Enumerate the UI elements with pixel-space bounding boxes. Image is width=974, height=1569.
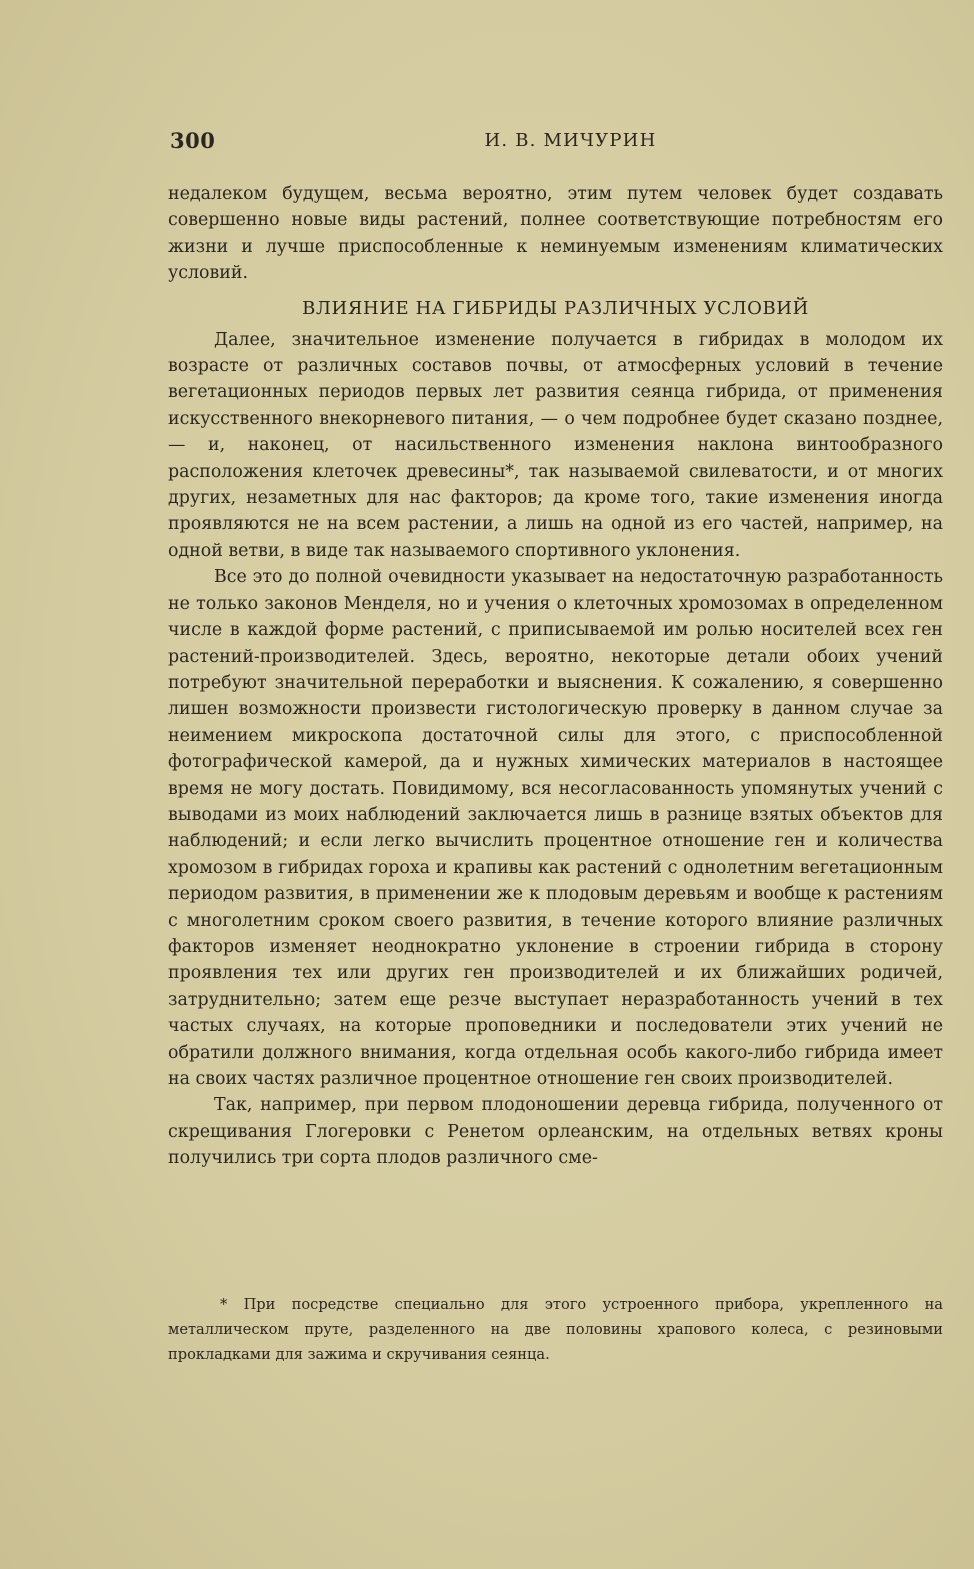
body-text bbox=[168, 181, 943, 1172]
section-heading: ВЛИЯНИЕ НА ГИБРИДЫ РАЗЛИЧНЫХ УСЛОВИЙ bbox=[302, 297, 809, 319]
footnote: * При посредстве специально для этого устроенного прибора, укрепленного на металлическом пруте, разделенного на две половины храпового колеса, с резиновыми прокладками для зажима и скручивания сеянца. bbox=[168, 1296, 943, 1363]
paragraph-continued: недалеком будущем, весьма вероятно, этим путем человек будет создавать совершенно новые виды растений, полнее соответствующие потребностям его жизни и лучше приспособленные к неминуемым изменениям климатических условий. bbox=[168, 184, 943, 284]
paragraph: Так, например, при первом плодоношении деревца гибрида, полученного от скрещивания Глогеровки с Ренетом орлеанским, на отдельных ветвях кроны получились три сорта плодов различного сме- bbox=[168, 1095, 943, 1169]
paragraph: Все это до полной очевидности указывает на недостаточную разработанность не только законов Менделя, но и учения о клеточных хромозомах в определенном числе в каждой форме растений, с приписываемой им ролью носителей всех ген растений-производителей. Здесь, вероятно, некоторые детали обоих учений потребуют значительной переработки и выяснения. К сожалению, я совершенно лишен возможности произвести гистологическую проверку в данном случае за неимением микроскопа достаточной силы для этого, с приспособленной фотографической камерой, да и нужных химических материалов в настоящее время не могу достать. Повидимому, вся несогласованность упомянутых учений с выводами из моих наблюдений заключается лишь в разнице взятых объектов для наблюдений; и если легко вычислить процентное отношение ген и количества хромозом в гибридах гороха и крапивы как растений с однолетним вегетационным периодом развития, в применении же к плодовым деревьям и вообще к растениям с многолетним сроком своего развития, в течение которого влияние различных факторов изменяет неоднократно уклонение в строении гибрида в сторону проявления тех или других ген производителей и их ближайших родичей, затруднительно; затем еще резче выступает неразработанность учений в тех частых случаях, на которые проповедники и последователи этих учений не обратили должного внимания, когда отдельная особь какого-либо гибрида имеет на своих частях различное процентное отношение ген своих производителей. bbox=[168, 567, 943, 1089]
page-header bbox=[168, 128, 943, 158]
running-title: И. В. МИЧУРИН bbox=[484, 130, 657, 151]
page-number: 300 bbox=[170, 128, 216, 153]
paragraph: Далее, значительное изменение получается в гибридах в молодом их возрасте от различных составов почвы, от атмосферных условий в течение вегетационных периодов первых лет развития сеянца гибрида, от применения искусственного внекорневого питания, — о чем подробнее будет сказано позднее, — и, наконец, от насильственного изменения наклона винтообразного расположения клеточек древесины*, так называемой свилеватости, и от многих других, незаметных для нас факторов; да кроме того, такие изменения иногда проявляются не на всем растении, а лишь на одной из его частей, например, на одной ветви, в виде так называемого спортивного уклонения. bbox=[168, 329, 943, 561]
